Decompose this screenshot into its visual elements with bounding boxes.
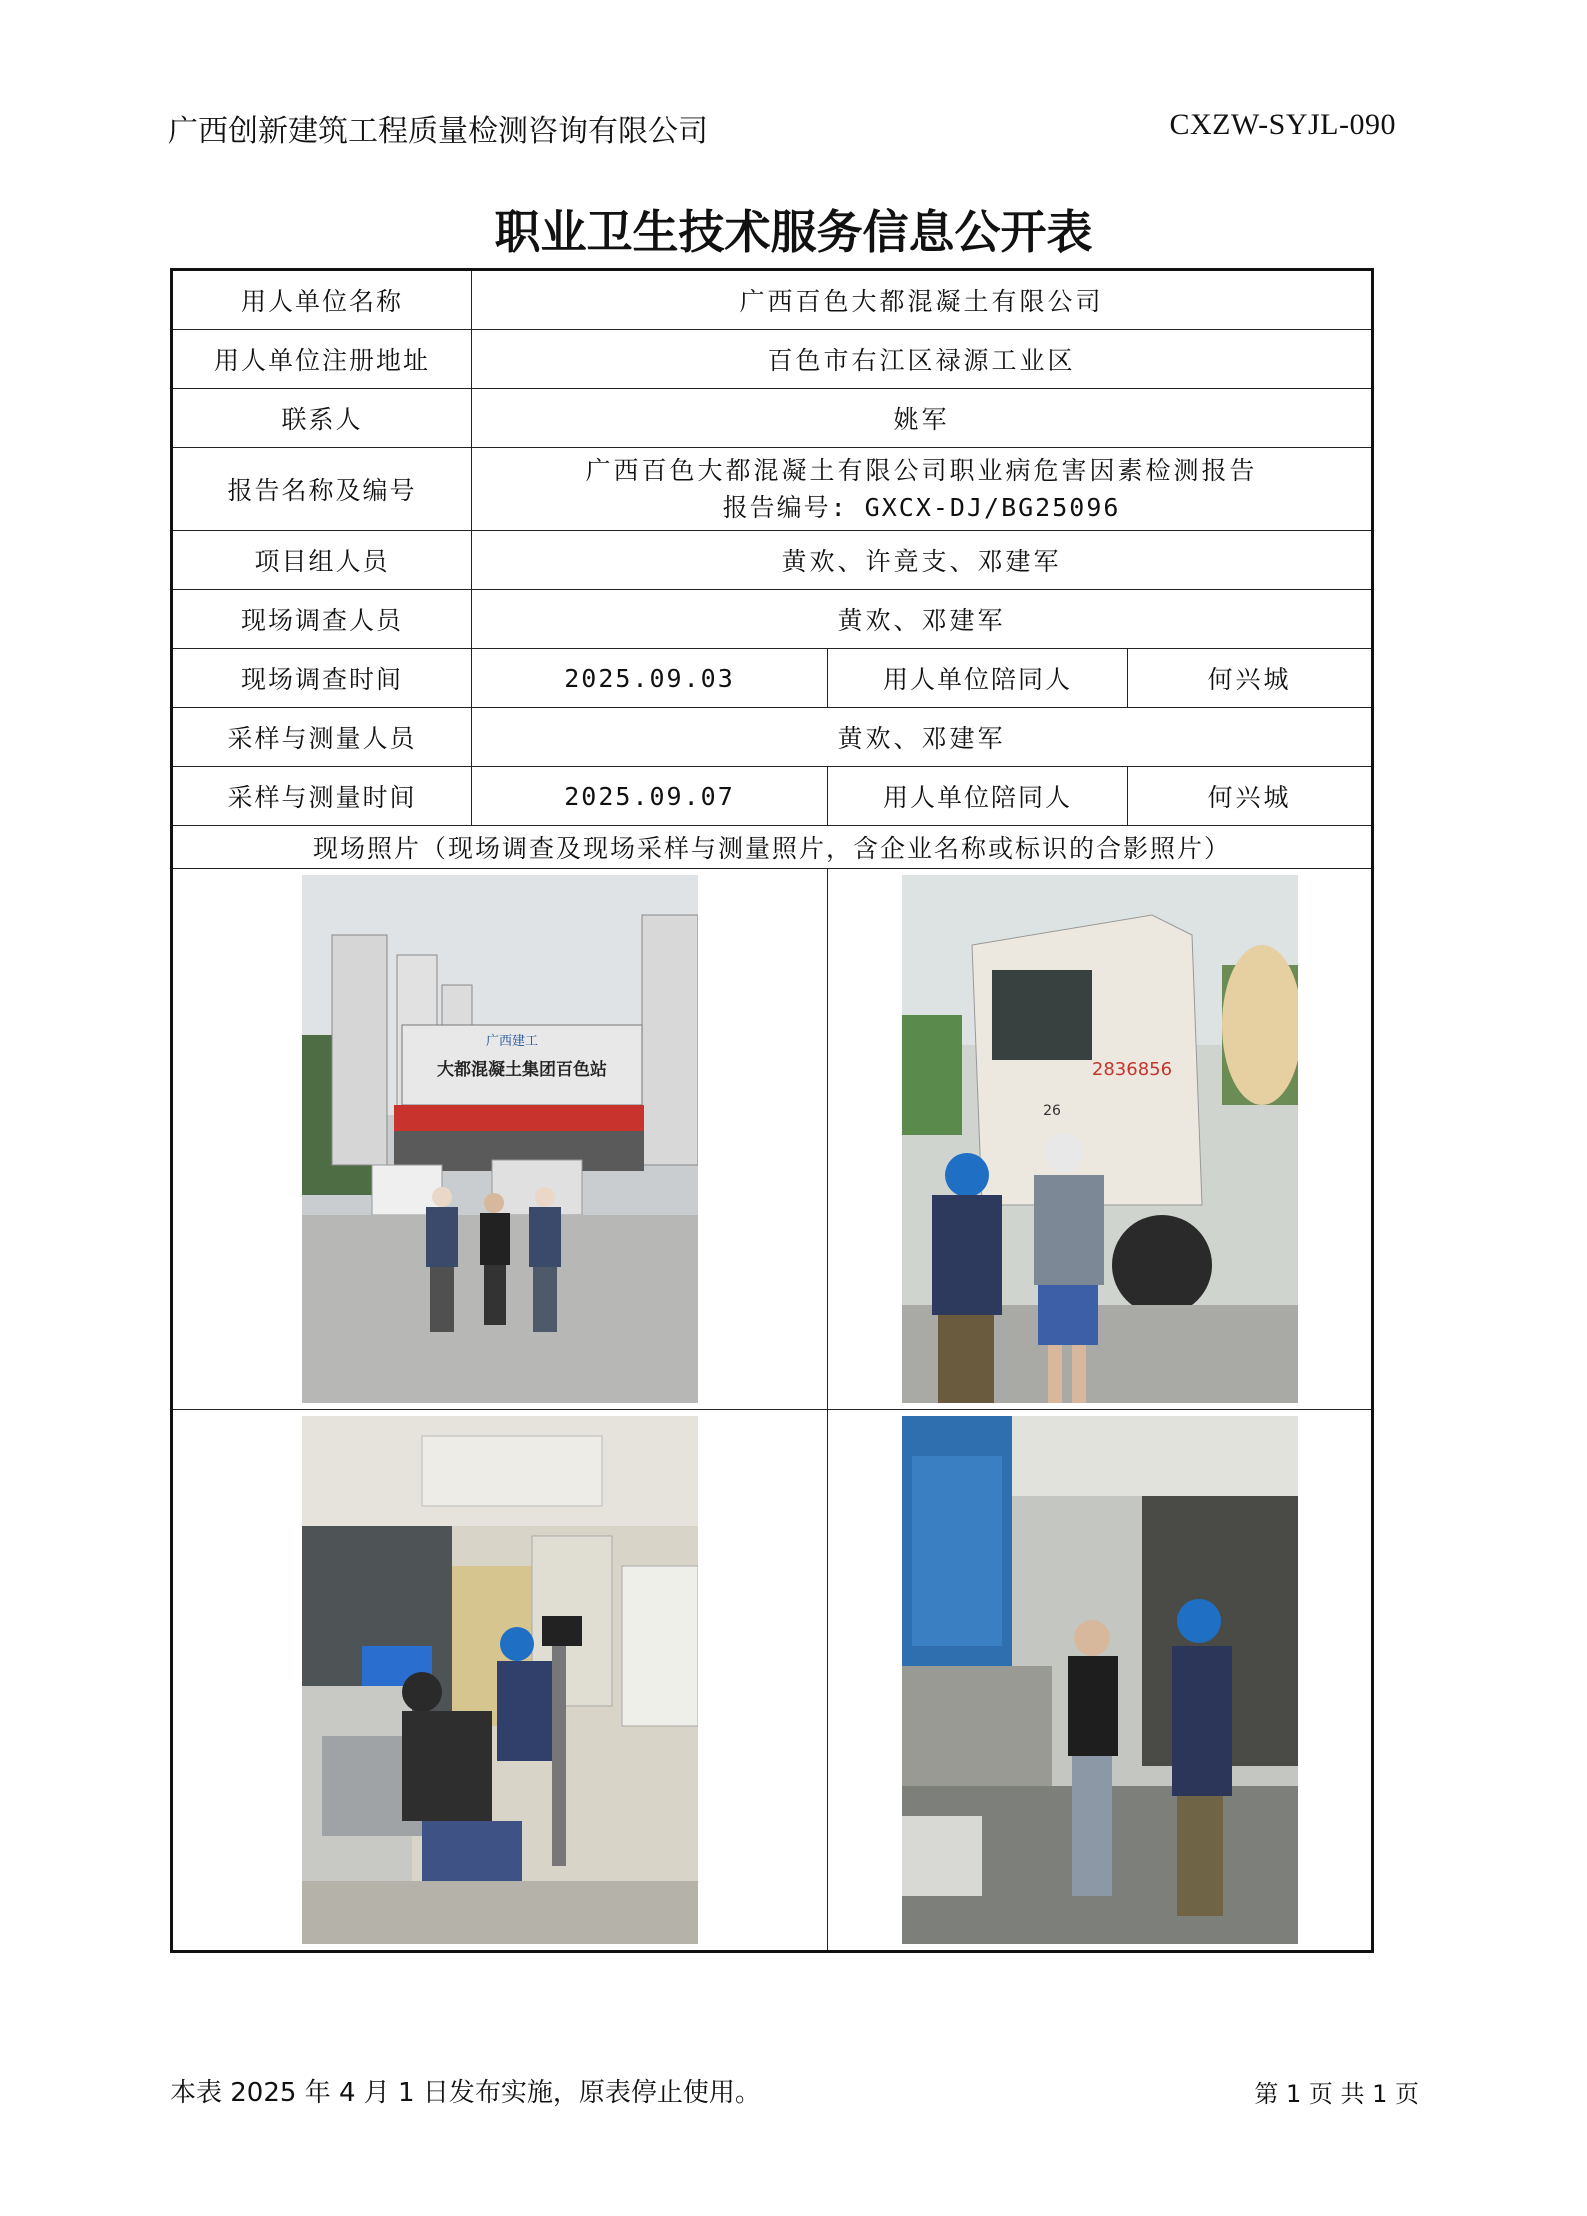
contact-label: 联系人 xyxy=(172,389,472,448)
sampling-escort-value: 何兴城 xyxy=(1128,767,1373,826)
survey-time-value: 2025.09.03 xyxy=(472,649,828,708)
survey-staff-label: 现场调查人员 xyxy=(172,590,472,649)
photo-cell xyxy=(172,869,828,1410)
photo-control-room xyxy=(302,1416,698,1944)
sampling-escort-label: 用人单位陪同人 xyxy=(828,767,1128,826)
photo-cell xyxy=(828,1410,1373,1952)
table-row xyxy=(172,270,1373,330)
employer-name-value: 广西百色大都混凝土有限公司 xyxy=(472,270,1373,330)
team-value: 黄欢、许竟支、邓建军 xyxy=(472,531,1373,590)
employer-name-label: 用人单位名称 xyxy=(172,270,472,330)
sampling-staff-value: 黄欢、邓建军 xyxy=(472,708,1373,767)
contact-value: 姚军 xyxy=(472,389,1373,448)
table-row xyxy=(172,330,1373,389)
photo-plant-group xyxy=(302,875,698,1403)
report-value xyxy=(472,448,1373,531)
photo-row xyxy=(172,1410,1373,1952)
table-row xyxy=(172,389,1373,448)
page-title: 职业卫生技术服务信息公开表 xyxy=(494,205,1093,259)
truck-phone-text: 2836856 xyxy=(1091,1059,1172,1080)
plant-logo-text: 广西建工 xyxy=(485,1034,539,1049)
document-code: CXZW-SYJL-090 xyxy=(1169,108,1396,141)
table-row xyxy=(172,767,1373,826)
page-number: 第 1 页 共 1 页 xyxy=(1254,2080,1419,2108)
survey-escort-label: 用人单位陪同人 xyxy=(828,649,1128,708)
survey-staff-value: 黄欢、邓建军 xyxy=(472,590,1373,649)
survey-time-label: 现场调查时间 xyxy=(172,649,472,708)
photo-workshop-sampling xyxy=(902,1416,1298,1944)
info-table xyxy=(170,268,1374,1953)
company-name: 广西创新建筑工程质量检测咨询有限公司 xyxy=(168,114,708,149)
survey-escort-value: 何兴城 xyxy=(1128,649,1373,708)
table-row xyxy=(172,590,1373,649)
address-value: 百色市右江区禄源工业区 xyxy=(472,330,1373,389)
plant-sign-text: 大都混凝土集团百色站 xyxy=(437,1060,607,1080)
footer-note: 本表 2025 年 4 月 1 日发布实施，原表停止使用。 xyxy=(170,2078,761,2108)
photo-row xyxy=(172,869,1373,1410)
table-row xyxy=(172,826,1373,869)
report-name: 广西百色大都混凝土有限公司职业病危害因素检测报告 xyxy=(585,456,1258,485)
team-label: 项目组人员 xyxy=(172,531,472,590)
report-label: 报告名称及编号 xyxy=(172,448,472,531)
table-row xyxy=(172,649,1373,708)
truck-number-text: 26 xyxy=(1042,1103,1061,1119)
photo-caption: 现场照片（现场调查及现场采样与测量照片，含企业名称或标识的合影照片） xyxy=(172,826,1373,869)
photo-cell xyxy=(828,869,1373,1410)
table-row xyxy=(172,708,1373,767)
photo-truck-sampling xyxy=(902,875,1298,1403)
sampling-time-value: 2025.09.07 xyxy=(472,767,828,826)
sampling-time-label: 采样与测量时间 xyxy=(172,767,472,826)
report-number: 报告编号: GXCX-DJ/BG25096 xyxy=(722,493,1121,522)
sampling-staff-label: 采样与测量人员 xyxy=(172,708,472,767)
table-row xyxy=(172,531,1373,590)
address-label: 用人单位注册地址 xyxy=(172,330,472,389)
photo-cell xyxy=(172,1410,828,1952)
table-row xyxy=(172,448,1373,531)
